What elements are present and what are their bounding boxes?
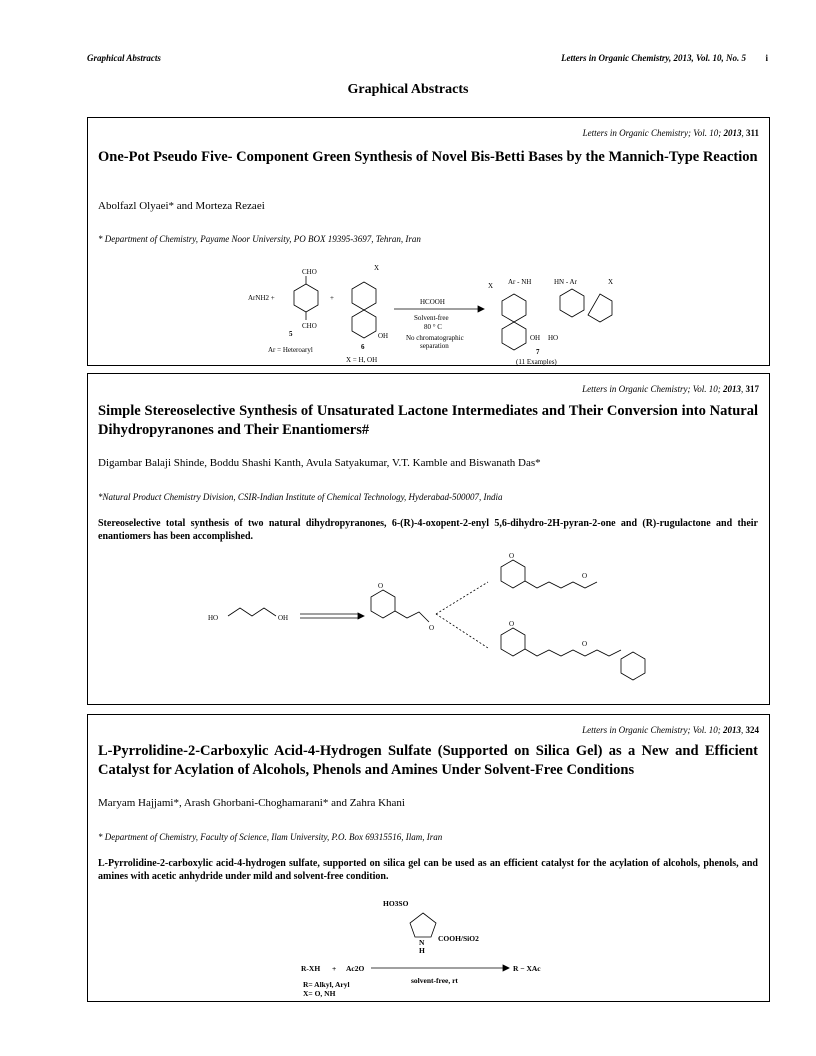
page-title: Graphical Abstracts <box>347 82 469 97</box>
svg-text:OH: OH <box>278 614 289 622</box>
svg-text:Ar - NH: Ar - NH <box>508 278 532 286</box>
affiliation: * Department of Chemistry, Faculty of Science, Ilam University, P.O. Box 69315516, Ilam, Iran <box>98 832 443 842</box>
svg-text:(11 Examples): (11 Examples) <box>516 358 557 366</box>
svg-text:O: O <box>429 624 435 632</box>
abstract-box-3 <box>87 714 770 1002</box>
svg-text:7: 7 <box>536 348 540 356</box>
authors: Digambar Balaji Shinde, Boddu Shashi Kanth, Avula Satyakumar, V.T. Kamble and Biswanath Das* <box>98 457 541 469</box>
svg-text:5: 5 <box>289 330 293 338</box>
svg-text:CHO: CHO <box>302 322 317 330</box>
svg-text:No chromatographic: No chromatographic <box>406 334 464 342</box>
svg-text:O: O <box>582 640 588 648</box>
svg-text:R= Alkyl, Aryl: R= Alkyl, Aryl <box>303 980 350 989</box>
affiliation: *Natural Product Chemistry Division, CSIR-Indian Institute of Chemical Technology, Hyderabad-500007, India <box>98 492 503 502</box>
citation: Letters in Organic Chemistry; Vol. 10; 2013, 324 <box>582 725 759 735</box>
svg-text:H: H <box>419 946 425 955</box>
svg-text:HO3SO: HO3SO <box>383 899 409 908</box>
svg-text:+: + <box>330 294 334 302</box>
article-title[interactable]: Simple Stereoselective Synthesis of Unsaturated Lactone Intermediates and Their Conversion into Natural Dihydropyranones and Their Enantiomers# <box>98 403 758 438</box>
svg-text:solvent-free, rt: solvent-free, rt <box>411 976 458 985</box>
abstract-box-1 <box>87 117 770 366</box>
abstract-text: L-Pyrrolidine-2-carboxylic acid-4-hydrogen sulfate, supported on silica gel can be used as an efficient catalyst for the acylation of alcohols, phenols, and amines with acetic anhydride under mild and solvent-free condition. <box>98 858 758 882</box>
svg-text:X= O, NH: X= O, NH <box>303 989 336 998</box>
svg-text:X: X <box>488 282 494 290</box>
reaction-scheme-3 <box>301 891 581 999</box>
svg-text:O: O <box>509 620 515 628</box>
reaction-scheme-2 <box>208 552 688 692</box>
svg-text:O: O <box>509 552 515 560</box>
running-header-right: Letters in Organic Chemistry, 2013, Vol. 10, No. 5 <box>561 53 746 63</box>
svg-text:80 ° C: 80 ° C <box>424 323 442 331</box>
svg-text:HN - Ar: HN - Ar <box>554 278 577 286</box>
svg-text:R − XAc: R − XAc <box>513 964 541 973</box>
svg-text:OH: OH <box>378 332 389 340</box>
svg-text:6: 6 <box>361 343 365 351</box>
svg-text:HO: HO <box>208 614 219 622</box>
svg-text:ArNH2 +: ArNH2 + <box>248 294 275 302</box>
svg-text:O: O <box>582 572 588 580</box>
svg-text:+: + <box>332 964 337 973</box>
svg-text:O: O <box>378 582 384 590</box>
abstract-box-2 <box>87 373 770 705</box>
svg-text:OH: OH <box>530 334 541 342</box>
article-title[interactable]: L-Pyrrolidine-2-Carboxylic Acid-4-Hydrogen Sulfate (Supported on Silica Gel) as a New and Efficient Catalyst for Acylation of Alcohols, Phenols and Amines Under Solvent-Free Conditions <box>98 743 758 778</box>
svg-text:separation: separation <box>420 342 449 350</box>
svg-text:HO: HO <box>548 334 559 342</box>
page-number: i <box>765 53 768 63</box>
svg-text:N: N <box>419 938 425 947</box>
svg-text:X: X <box>374 264 380 272</box>
svg-text:R-XH: R-XH <box>301 964 321 973</box>
citation: Letters in Organic Chemistry; Vol. 10; 2013, 311 <box>582 128 759 138</box>
svg-text:HCOOH: HCOOH <box>420 298 445 306</box>
svg-text:X: X <box>608 278 614 286</box>
svg-text:COOH/SiO2: COOH/SiO2 <box>438 934 479 943</box>
svg-text:Ar = Heteroaryl: Ar = Heteroaryl <box>268 346 313 354</box>
authors: Maryam Hajjami*, Arash Ghorbani-Choghamarani* and Zahra Khani <box>98 797 405 809</box>
running-header-left: Graphical Abstracts <box>87 53 161 63</box>
affiliation: * Department of Chemistry, Payame Noor University, PO BOX 19395-3697, Tehran, Iran <box>98 234 421 244</box>
authors: Abolfazl Olyaei* and Morteza Rezaei <box>98 200 265 212</box>
abstract-text: Stereoselective total synthesis of two natural dihydropyranones, 6-(R)-4-oxopent-2-enyl 5,6-dihydro-2H-pyran-2-one and (R)-rugulactone and their enantiomers has been accomplished. <box>98 518 758 542</box>
svg-text:X = H, OH: X = H, OH <box>346 356 378 364</box>
citation: Letters in Organic Chemistry; Vol. 10; 2013, 317 <box>582 384 759 394</box>
svg-text:Ac2O: Ac2O <box>346 964 365 973</box>
svg-text:Solvent-free: Solvent-free <box>414 314 449 322</box>
article-title[interactable]: One-Pot Pseudo Five- Component Green Synthesis of Novel Bis-Betti Bases by the Mannich-Type Reaction <box>98 149 758 165</box>
reaction-scheme-1 <box>248 254 618 366</box>
svg-text:CHO: CHO <box>302 268 317 276</box>
